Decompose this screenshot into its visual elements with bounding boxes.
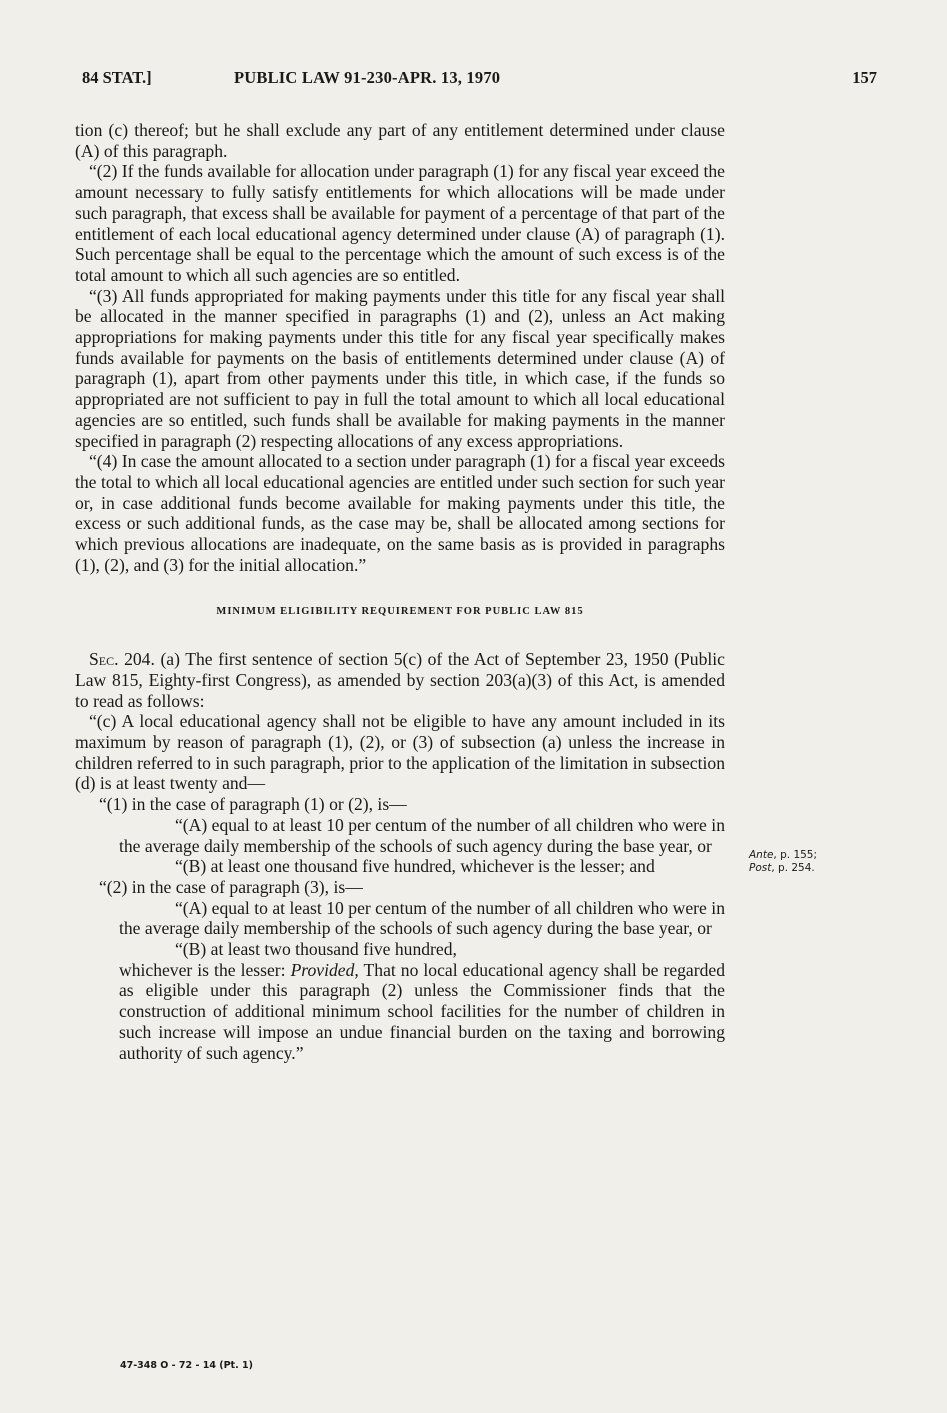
ante-page: , p. 155; xyxy=(773,849,818,861)
margin-citation-post xyxy=(749,862,817,875)
page-header xyxy=(82,68,877,90)
paragraph-2: “(2) If the funds available for allocation under paragraph (1) for any fiscal year exceed the amount necessary to fully satisfy entitlements for which allocations will be made under such paragraph, that excess shall be available for payment of a percentage of that part of the entitlement of each local educational agency determined under clause (A) of paragraph (1). Such percentage shall be equal to the percentage which the amount of such excess is of the total amount to which all such agencies are so entitled. xyxy=(75,161,725,285)
statute-volume: 84 STAT.] xyxy=(82,68,152,87)
clause-c2A: “(A) equal to at least 10 per centum of the number of all children who were in the average daily membership of the schools of such agency during the base year, or xyxy=(119,897,725,939)
proviso-lead: whichever is the lesser: xyxy=(119,959,291,980)
clause-c2: “(2) in the case of paragraph (3), is— xyxy=(99,876,363,897)
proviso-text: That no local educational agency shall be regarded as eligible under this paragraph (2) unless the Commissioner finds that the construction of additional minimum school facilities for the number of children in such increase will impose an undue financial burden on the taxing and borrowing authority of such agency.” xyxy=(119,959,726,1063)
paragraph-continuation: tion (c) thereof; but he shall exclude any part of any entitlement determined under clause (A) of this paragraph. xyxy=(75,120,725,161)
section-204-text: (a) The first sentence of section 5(c) of the Act of September 23, 1950 (Public Law 815, Eighty-first Congress), as amended by section 203(a)(3) of this Act, is amended to read as follows: xyxy=(75,649,725,711)
ante-italic: Ante xyxy=(749,849,774,861)
law-title: PUBLIC LAW 91-230-APR. 13, 1970 xyxy=(234,68,501,87)
page-number: 157 xyxy=(852,68,877,87)
section-heading: MINIMUM ELIGIBILITY REQUIREMENT FOR PUBLIC LAW 815 xyxy=(216,606,584,618)
paragraph-4: “(4) In case the amount allocated to a section under paragraph (1) for a fiscal year exceeds the total to which all local educational agencies are entitled under such section for such year or, in case additional funds become available for making payments under this title, the excess or such additional funds, as the case may be, shall be allocated among sections for which previous allocations are inadequate, on the same basis as is provided in paragraphs (1), (2), and (3) for the initial allocation.” xyxy=(75,451,725,575)
clause-c2B: “(B) at least two thousand five hundred, xyxy=(175,939,457,960)
margin-citation xyxy=(749,849,817,875)
section-label: Sec. 204. xyxy=(89,649,155,670)
margin-citation-ante xyxy=(749,849,817,862)
bleed-through-mark xyxy=(790,120,793,130)
clause-c1A: “(A) equal to at least 10 per centum of the number of all children who were in the average daily membership of the schools of such agency during the base year, or xyxy=(119,814,725,856)
subsection-c: “(c) A local educational agency shall not be eligible to have any amount included in its maximum by reason of paragraph (1), (2), or (3) of subsection (a) unless the increase in children referred to in such paragraph, prior to the application of the limitation in subsection (d) is at least twenty and— xyxy=(75,711,725,794)
proviso-italic: Provided, xyxy=(290,959,359,980)
clause-c2-proviso xyxy=(75,960,725,1064)
section-204-intro xyxy=(75,649,725,711)
post-page: , p. 254. xyxy=(771,862,815,874)
clause-c1: “(1) in the case of paragraph (1) or (2), is— xyxy=(99,794,407,815)
paragraph-3: “(3) All funds appropriated for making payments under this title for any fiscal year shall be allocated in the manner specified in paragraphs (1) and (2), unless an Act making appropriations for making payments under this title for any fiscal year specifically makes funds available for payments on the basis of entitlements determined under clause (A) of paragraph (1), apart from other payments under this title, in which case, if the funds so appropriated are not sufficient to pay in full the total amount to which all local educational agencies are so entitled, such funds shall be available for making payments in the manner specified in paragraph (2) respecting allocations of any excess appropriations. xyxy=(75,285,725,451)
clause-c1B: “(B) at least one thousand five hundred, whichever is the lesser; and xyxy=(175,856,655,877)
post-italic: Post xyxy=(749,862,772,874)
print-code-footer: 47-348 O - 72 - 14 (Pt. 1) xyxy=(120,1360,253,1371)
body-text xyxy=(75,120,725,1063)
